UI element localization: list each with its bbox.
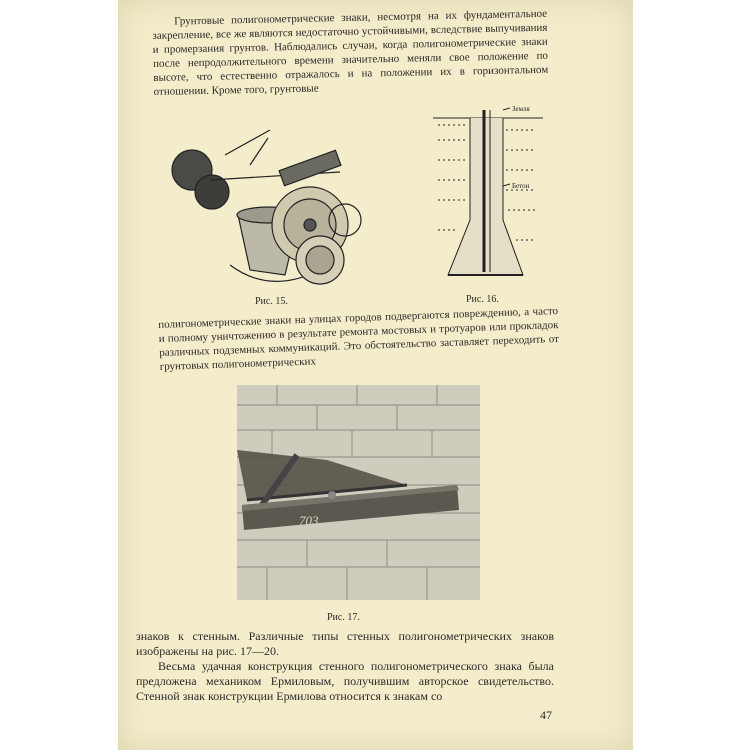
figure-15-illustration xyxy=(160,120,370,295)
figure-16-section-diagram xyxy=(428,100,548,290)
paragraph-bottom xyxy=(136,629,554,704)
figure-16-caption: Рис. 16. xyxy=(466,294,499,305)
paragraph-middle-text: полигонометрические знаки на улицах городов подвергаются повреждению, а часто и полному уничтожению в результате ремонта мостовых и тротуаров или прокладок различных подземных коммуникаций. Это обстоятельство заставляет переходить от грунтовых полигонометрических xyxy=(158,305,560,373)
mark-number: 703 xyxy=(299,513,319,528)
paragraph-bottom-text-2: Весьма удачная конструкция стенного полигонометрического знака была предложена механиком Ермиловым, получившим авторское свидетельство. Стенной знак конструкции Ермилова относится к знакам со xyxy=(136,659,554,703)
figure-17-photo xyxy=(237,385,480,600)
label-concrete: Бетон xyxy=(512,182,530,190)
page-number: 47 xyxy=(540,708,552,722)
paragraph-bottom-text-1: знаков к стенным. Различные типы стенных полигонометрических знаков изображены на рис. 17—20. xyxy=(136,629,554,658)
figure-17-caption: Рис. 17. xyxy=(327,612,360,623)
paragraph-top xyxy=(152,7,549,99)
figure-15-caption: Рис. 15. xyxy=(255,296,288,307)
label-ground: Земля xyxy=(512,105,530,113)
paragraph-top-text: Грунтовые полигонометрические знаки, несмотря на их фундаментальное закрепление, все же являются недостаточно устойчивыми, вследствие выпучивания и промерзания грунтов. Наблюдались случаи, когда полигонометрические знаки после непродолжительного времени значительно меняли свое положение по высоте, что естественно отражалось и на положении их в горизонтальном отношении. Кроме того, грунтовые xyxy=(152,7,549,98)
